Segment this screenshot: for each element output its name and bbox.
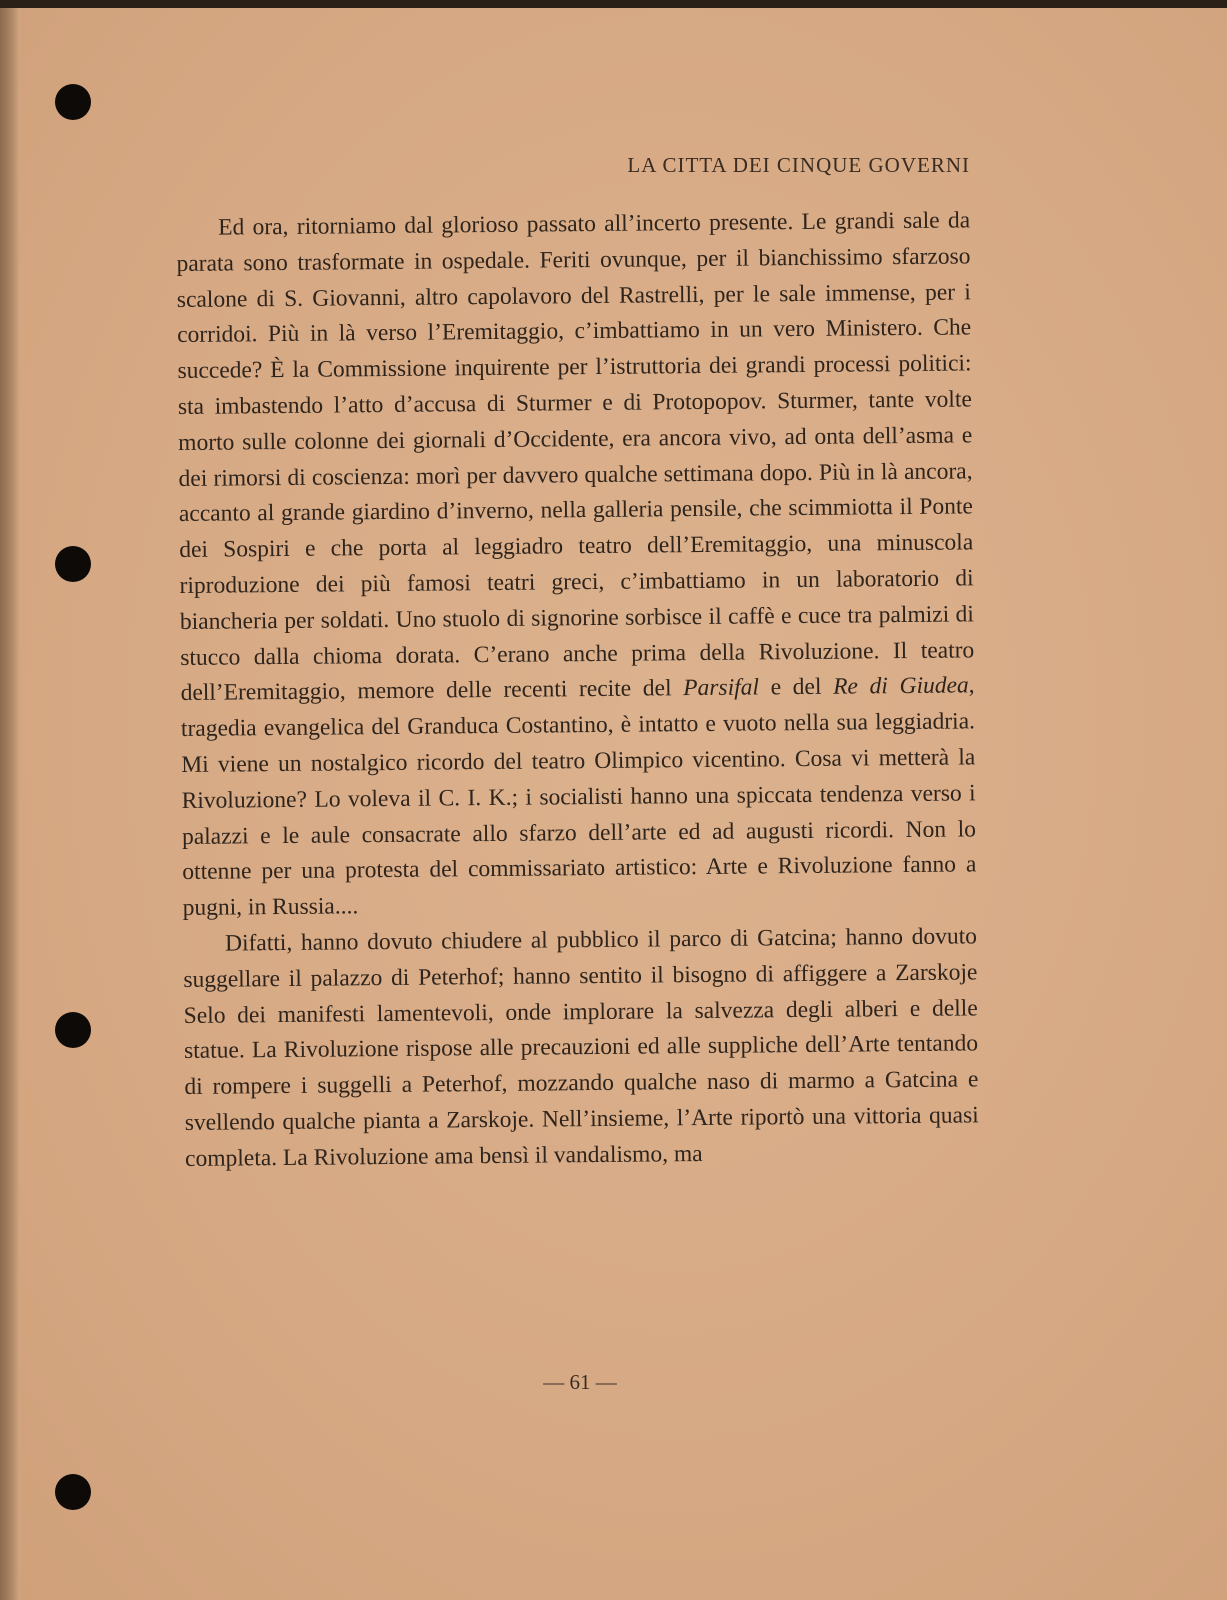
paragraph-1-part-c: , tragedia evangelica del Granduca Costantino, è intatto e vuoto nella sua leggiadria. Mi viene un nostalgico ricordo del teatro Olimpico vicentino. Cosa vi metterà la Rivoluzione? Lo voleva il C. I. K.; i socialisti hanno una spiccata tendenza verso i palazzi e le aule consacrate allo sfarzo dell’arte ed ad augusti ricordi. Non lo ottenne per una protesta del commissariato artistico: Arte e Rivoluzione fanno a pugni, in Russia....: [180, 672, 977, 922]
title-re-di-giudea: Re di Giudea: [833, 672, 969, 701]
paragraph-2: Difatti, hanno dovuto chiudere al pubblico il parco di Gatcina; hanno dovuto suggellare il palazzo di Peterhof; hanno sentito il bisogno di affiggere a Zarskoje Selo dei manifesti lamentevoli, onde implorare la salvezza degli alberi e delle statue. La Rivoluzione rispose alle precauzioni ed alle suppliche dell’Arte tentando di rompere i suggelli a Peterhof, mozzando qualche naso di marmo a Gatcina e svellendo qualche pianta a Zarskoje. Nell’insieme, l’Arte riportò una vittoria quasi completa. La Rivoluzione ama bensì il vandalismo, ma: [183, 923, 979, 1172]
body-text: [176, 203, 979, 1177]
paragraph-1-part-a: Ed ora, ritorniamo dal glorioso passato all’incerto presente. Le grandi sale da parata sono trasformate in ospedale. Feriti ovunque, per il bianchissimo sfarzoso scalone di S. Giovanni, altro capolavoro del Rastrelli, per le sale immense, per i corridoi. Più in là verso l’Eremitaggio, c’imbattiamo in un vero Ministero. Che succede? È la Commissione inquirente per l’istruttoria dei grandi processi politici: sta imbastendo l’atto d’accusa di Sturmer e di Protopopov. Sturmer, tante volte morto sulle colonne dei giornali d’Occidente, era ancora vivo, ad onta dell’asma e dei rimorsi di coscienza: morì per davvero qualche settimana dopo. Più in là ancora, accanto al grande giardino d’inverno, nella galleria pensile, che scimmiotta il Ponte dei Sospiri e che porta al leggiadro teatro dell’Eremitaggio, una minuscola riproduzione dei più famosi teatri greci, c’imbattiamo in un laboratorio di biancheria per soldati. Uno stuolo di signorine sorbisce il caffè e cuce tra palmizi di stucco dalla chioma dorata. C’erano anche prima della Rivoluzione. Il teatro dell’Eremitaggio, memore delle recenti recite del: [176, 207, 975, 707]
paragraph-1: [176, 203, 977, 927]
punch-hole: [55, 1012, 91, 1048]
paragraph-1-part-b: e del: [758, 674, 834, 701]
page-number: — 61 —: [543, 1370, 617, 1394]
page-binding-edge: [0, 8, 20, 1600]
book-page: [0, 8, 1227, 1600]
punch-hole: [55, 1474, 91, 1510]
punch-hole: [55, 546, 91, 582]
punch-hole: [55, 84, 91, 120]
title-parsifal: Parsifal: [683, 674, 760, 702]
running-head: LA CITTA DEI CINQUE GOVERNI: [627, 153, 970, 177]
